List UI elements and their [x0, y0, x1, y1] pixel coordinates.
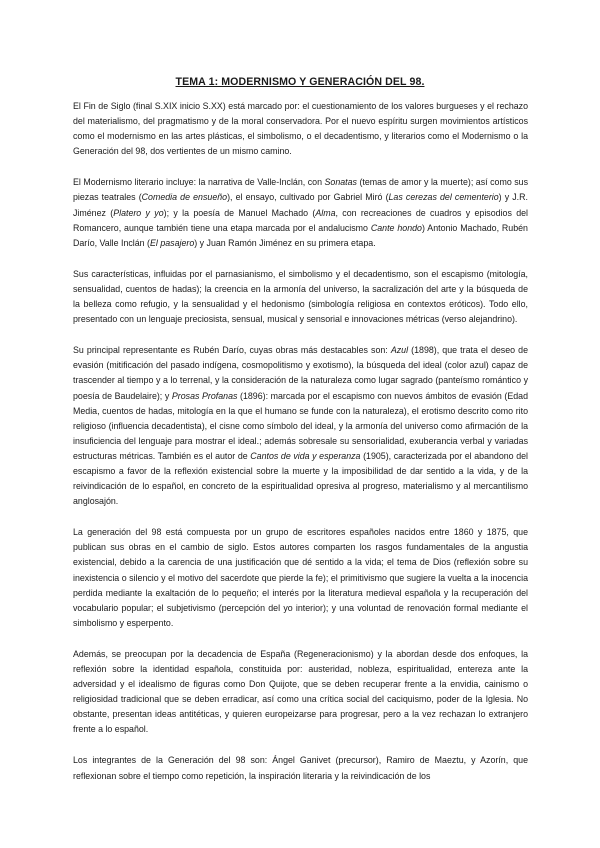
work-title: Comedia de ensueño	[141, 192, 228, 203]
work-title: Sonatas	[324, 177, 357, 188]
paragraph-text: (1905), caracterizada por el abandono del escapismo a favor de la reflexión existencial sobre la muerte y la imposibilidad de dar sentido a la vida, y de la reivindicación de lo español, en concreto de la espiritualidad opresiva al progreso, materialismo y al mercantilismo anglosajón.	[73, 450, 528, 507]
document-body	[73, 99, 528, 784]
paragraph-text: ), el ensayo, cultivado por Gabriel Miró (	[227, 192, 389, 203]
work-title: Prosas Profanas	[171, 390, 238, 401]
work-title: Platero y yo	[113, 207, 164, 218]
paragraph-text: (temas de amor y la muerte); así como sus piezas teatrales (	[73, 177, 529, 203]
paragraph-text: ) Antonio Machado, Rubén Darío, Valle Inclán (	[73, 222, 528, 248]
page-title: TEMA 1: MODERNISMO Y GENERACIÓN DEL 98.	[175, 76, 425, 88]
work-title: El pasajero	[150, 237, 195, 248]
paragraph-text: (1896): marcada por el escapismo con nuevos ámbitos de evasión (Edad Media, cuentos de hadas, mitología en la que el humano se funde con la naturaleza), el erotismo descrito como rito religioso (influencia decadentista), el cisne como símbolo del ideal, y la armonía del universo como afirmación de la insuficiencia del lenguaje para mostrar el ideal.; además sobresale su sensorialidad, exuberancia verbal y variadas estructuras métricas. También es el autor de	[73, 390, 529, 461]
paragraph-text: ) y J.R. Jiménez (	[73, 192, 528, 218]
paragraph-ruben-dario	[73, 343, 528, 509]
paragraph-integrantes	[73, 753, 528, 783]
paragraph-fin-de-siglo	[73, 99, 528, 159]
paragraph-text: ) y Juan Ramón Jiménez en su primera etapa.	[194, 237, 376, 248]
paragraph-text: Además, se preocupan por la decadencia de España (Regeneracionismo) y la abordan desde dos enfoques, la reflexión sobre la identidad española, constituida por: austeridad, nobleza, espiritualidad, entereza ante la adversidad y el idealismo de figuras como Don Quijote, que se deben recuperar frente a la envidia, cainismo o religiosidad tradicional que se deben erradicar, así como una crítica social del caciquismo, poder de la Iglesia. No obstante, presentan ideas antitéticas, y quieren europeizarse para progresar, pero a la vez rechazan lo extranjero frente a lo español.	[73, 648, 528, 735]
paragraph-text: Sus características, influidas por el parnasianismo, el simbolismo y el decadentismo, son el escapismo (mitología, sensualidad, cuentos de hadas); la creencia en la armonía del universo, la sacralización del arte y la búsqueda de la belleza como refugio, y la sensualidad y el hedonismo (simbología religiosa en contextos eróticos). Todo ello, presentado con un lenguaje preciosista, sensual, musical y sensorial e innovaciones métricas (verso alejandrino).	[73, 268, 528, 325]
paragraph-text: Su principal representante es Rubén Darío, cuyas obras más destacables son:	[73, 345, 391, 356]
paragraph-caracteristicas	[73, 267, 528, 327]
paragraph-text: (1898), que trata el deseo de evasión (mitificación del pasado indígena, cosmopolitismo y exotismo), la búsqueda del ideal (color azul) capaz de trascender al tiempo y a lo terrenal, y la consideración de la naturaleza como lugar sagrado (panteísmo romántico y poesía de Baudelaire); y	[73, 345, 528, 401]
paragraph-text: ); y la poesía de Manuel Machado (	[163, 207, 316, 218]
paragraph-text: El Fin de Siglo (final S.XIX inicio S.XX) está marcado por: el cuestionamiento de los valores burgueses y el rechazo del materialismo, del pragmatismo y de la moral conservadora. Por el nuevo espíritu surgen movimientos artísticos como el modernismo en las artes plásticas, el simbolismo, o el decadentismo, y literarios como el Modernismo o la Generación del 98, dos vertientes de un mismo camino.	[73, 101, 528, 157]
work-title: Cante hondo	[370, 222, 422, 233]
work-title: Azul	[390, 345, 409, 356]
paragraph-text: El Modernismo literario incluye: la narrativa de Valle-Inclán, con	[73, 177, 325, 188]
paragraph-text: Los integrantes de la Generación del 98 son: Ángel Ganivet (precursor), Ramiro de Maeztu, y Azorín, que reflexionan sobre el tiempo como repetición, la inspiración literaria y la reivindicación de los	[73, 755, 528, 781]
paragraph-generacion-98	[73, 525, 528, 631]
paragraph-text: , con recreaciones de cuadros y episodios del Romancero, aunque también tiene una etapa marcada por el andalucismo	[73, 207, 528, 233]
paragraph-decadencia-espana	[73, 647, 528, 738]
work-title: Las cerezas del cementerio	[388, 192, 499, 203]
work-title: Alma	[315, 207, 336, 218]
work-title: Cantos de vida y esperanza	[250, 450, 361, 461]
paragraph-modernismo-literario	[73, 175, 528, 250]
paragraph-text: La generación del 98 está compuesta por un grupo de escritores españoles nacidos entre 1860 y 1875, que publican sus obras en el cambio de siglo. Estos autores comparten los rasgos fundamentales de la angustia existencial, debido a la carencia de una justificación que dé sentido a la vida; el tema de Dios (reflexión sobre su inexistencia o silencio y el motivo del sacerdote que pierde la fe); el primitivismo que sugiere la vuelta a la inocencia perdida mediante la exaltación de lo pequeño; el interés por la literatura medieval española y la recuperación del vocabulario popular; el subjetivismo (percepción del yo interior); y una voluntad de renovación formal mediante el simbolismo y esperpento.	[73, 527, 528, 628]
